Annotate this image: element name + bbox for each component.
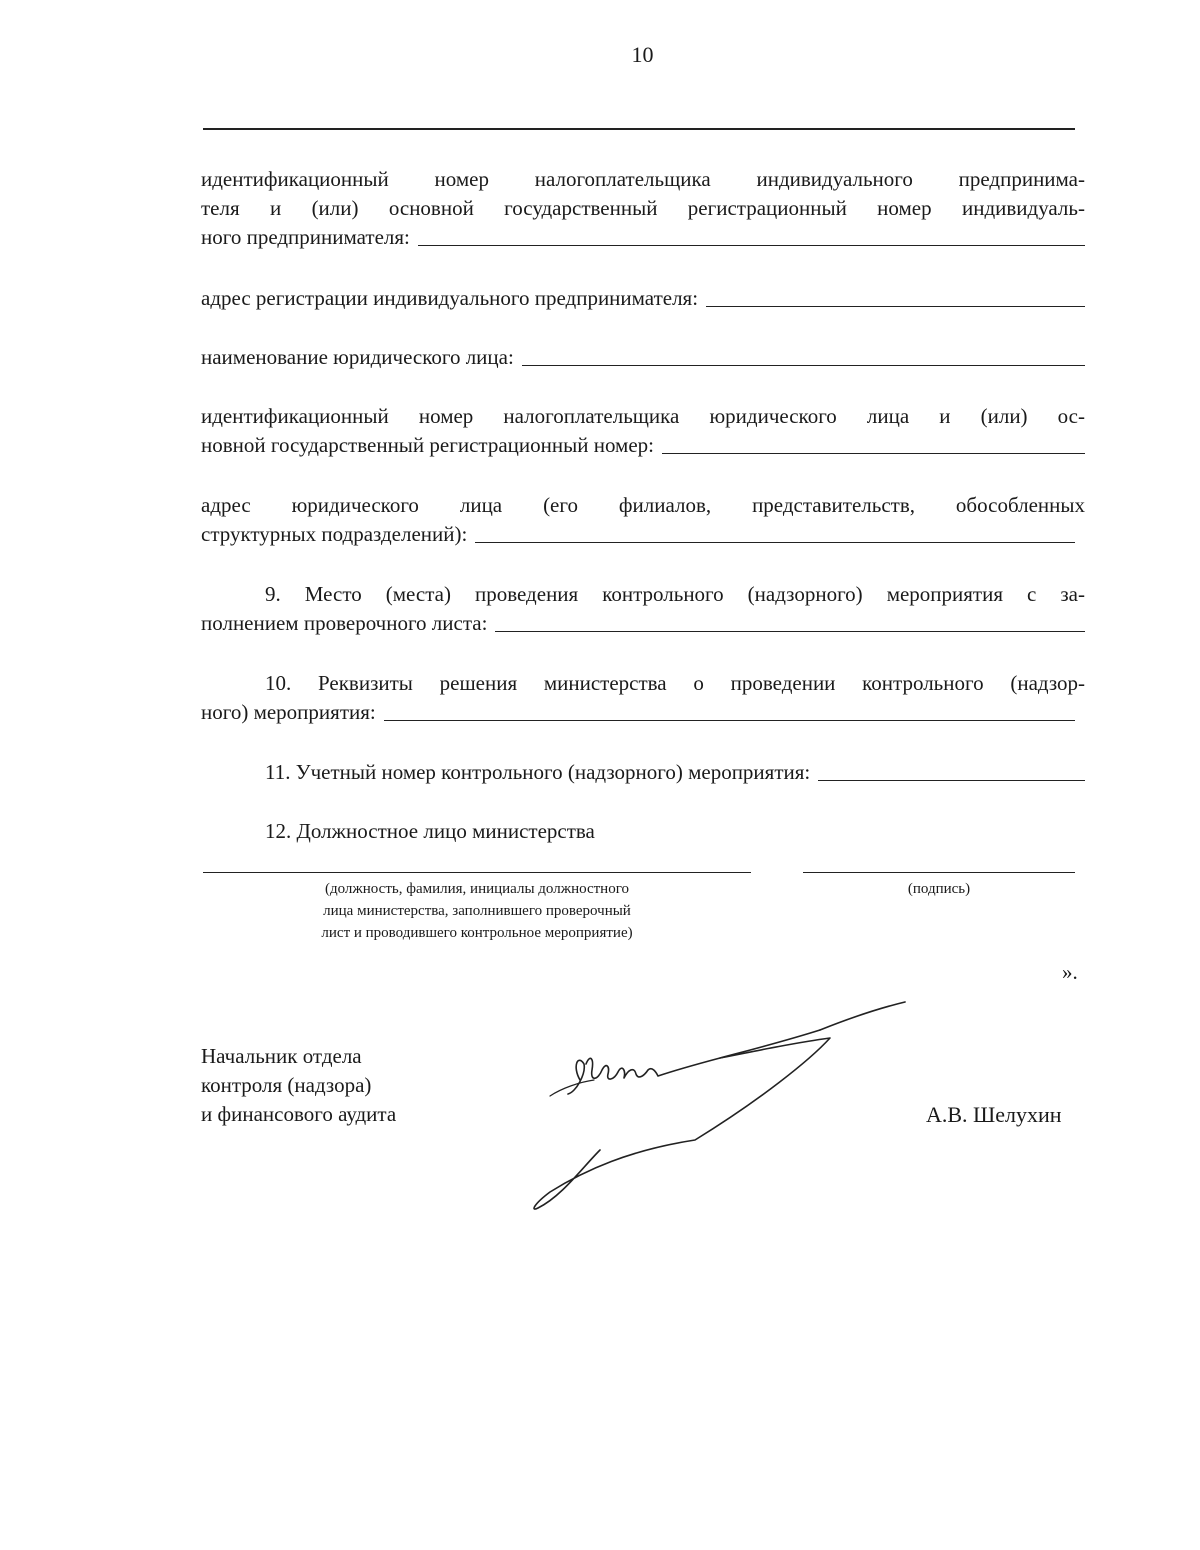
footer-position-line: Начальник отдела (201, 1044, 362, 1068)
text-line: структурных подразделений): (201, 522, 468, 546)
ip-address-label: адрес регистрации индивидуального предпринимателя: (201, 286, 699, 310)
ip-inn-input-line[interactable] (418, 244, 1085, 246)
page-number: 10 (631, 42, 654, 67)
top-rule (203, 128, 1075, 130)
legal-name-input-line[interactable] (522, 364, 1085, 366)
text-line: 10. Реквизиты решения министерства о проведении контрольного (надзор- (265, 671, 1085, 695)
decision-input-line[interactable] (384, 719, 1075, 721)
text-line: 9. Место (места) проведения контрольного (надзорного) мероприятия с за- (265, 582, 1085, 606)
item-10 (201, 669, 1085, 727)
ip-address-input-line[interactable] (706, 305, 1085, 307)
text-line: ного предпринимателя: (201, 225, 410, 249)
text-line: новной государственный регистрационный номер: (201, 433, 654, 457)
caption-line: (должность, фамилия, инициалы должностного (325, 881, 629, 897)
ip-address-field (201, 284, 1085, 313)
footer-position-line: и финансового аудита (201, 1102, 397, 1126)
legal-inn-input-line[interactable] (662, 452, 1085, 454)
text-line: адрес юридического лица (его филиалов, представительств, обособленных (201, 493, 1085, 517)
handwritten-signature (520, 1000, 920, 1215)
item-11 (201, 758, 1085, 787)
text-line: идентификационный номер налогоплательщика индивидуального предпринима- (201, 167, 1085, 191)
legal-name-field (201, 343, 1085, 372)
text-line: теля и (или) основной государственный регистрационный номер индивидуаль- (201, 196, 1085, 220)
item-9 (201, 580, 1085, 638)
account-number-input-line[interactable] (818, 779, 1085, 781)
signer-name: А.В. Шелухин (926, 1102, 1062, 1127)
official-input-line[interactable] (203, 872, 751, 873)
signature-caption: (подпись) (907, 881, 971, 897)
text-line: полнением проверочного листа: (201, 611, 488, 635)
legal-address-input-line[interactable] (475, 541, 1075, 543)
item-11-label: 11. Учетный номер контрольного (надзорного) мероприятия: (265, 760, 811, 784)
item-12 (201, 817, 1085, 846)
official-caption (203, 878, 751, 944)
text-line: ного) мероприятия: (201, 700, 376, 724)
footer-position (201, 1042, 396, 1129)
closing-quote: ». (1062, 960, 1078, 984)
text-line: идентификационный номер налогоплательщика юридического лица и (или) ос- (201, 404, 1085, 428)
footer-position-line: контроля (надзора) (201, 1073, 372, 1097)
place-input-line[interactable] (495, 630, 1085, 632)
caption-line: лица министерства, заполнившего проверочный (323, 903, 631, 919)
legal-address-field (201, 491, 1085, 549)
legal-inn-field (201, 402, 1085, 460)
item-12-label: 12. Должностное лицо министерства (265, 819, 595, 843)
ip-inn-field (201, 165, 1085, 252)
legal-name-label: наименование юридического лица: (201, 345, 514, 369)
signature-input-line[interactable] (803, 872, 1075, 873)
caption-line: лист и проводившего контрольное мероприятие) (321, 925, 633, 941)
